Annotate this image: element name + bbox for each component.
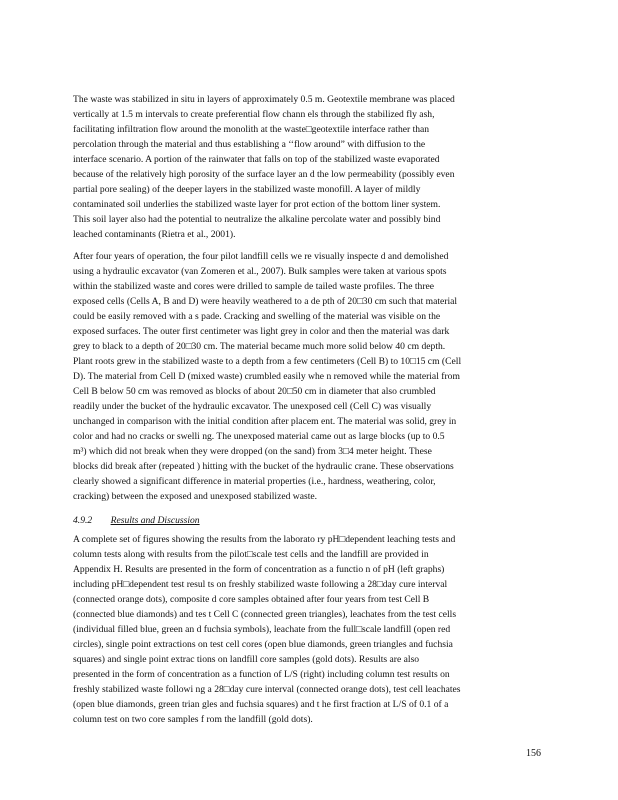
text-line: because of the relatively high porosity of the surface layer an d the low permeability (possibly even (73, 169, 455, 180)
text-line: Appendix H. Results are presented in the form of concentration as a functio n of pH (left graphs) (73, 564, 445, 575)
text-line: readily under the bucket of the hydraulic excavator. The unexposed cell (Cell C) was visually (73, 401, 432, 412)
text-line: unchanged in comparison with the initial condition after placem ent. The material was solid, grey in (73, 416, 457, 427)
text-line: exposed surfaces. The outer first centimeter was light grey in color and then the material was dark (73, 326, 450, 337)
text-line: cracking) between the exposed and unexposed stabilized waste. (73, 491, 318, 502)
text-line: vertically at 1.5 m intervals to create preferential flow chann els through the stabilized fly ash, (73, 109, 435, 120)
text-line: (connected orange dots), composite d core samples obtained after four years from test Cell B (73, 594, 430, 605)
text-line: facilitating infiltration flow around the monolith at the waste□geotextile interface rather than (73, 124, 430, 135)
text-line: exposed cells (Cells A, B and D) were heavily weathered to a de pth of 20□30 cm such that material (73, 296, 458, 307)
text-line: m³) which did not break when they were dropped (on the sand) from 3□4 meter height. These (73, 446, 432, 457)
text-line: color and had no cracks or swelli ng. The unexposed material came out as large blocks (up to 0.5 (73, 431, 445, 442)
text-line: grey to black to a depth of 20□30 cm. The material became much more solid below 40 cm depth. (73, 341, 446, 352)
text-line: could be easily removed with a s pade. Cracking and swelling of the material was visible on the (73, 311, 441, 322)
text-line: A complete set of figures showing the results from the laborato ry pH□dependent leaching tests and (73, 534, 456, 545)
text-line: blocks did break after (repeated ) hitting with the bucket of the hydraulic crane. These observations (73, 461, 454, 472)
text-line: Cell B below 50 cm was removed as blocks of about 20□50 cm in diameter that also crumbled (73, 386, 436, 397)
text-line: Plant roots grew in the stabilized waste to a depth from a few centimeters (Cell B) to 10□15 cm (Cell (73, 356, 462, 367)
text-line: partial pore sealing) of the deeper layers in the stabilized waste monofill. A layer of mildly (73, 184, 421, 195)
text-line: including pH□dependent test resul ts on freshly stabilized waste following a 28□day cure interval (73, 579, 448, 590)
text-line: (individual filled blue, green an d fuchsia symbols), leachate from the full□scale landfill (open red (73, 624, 451, 635)
text-line: The waste was stabilized in situ in layers of approximately 0.5 m. Geotextile membrane was placed (73, 94, 455, 105)
paragraph-results (73, 532, 545, 727)
text-line: squares) and single point extrac tions on landfill core samples (gold dots). Results are also (73, 654, 420, 665)
text-line: percolation through the material and thus establishing a ‘‘flow around” with diffusion to the (73, 139, 426, 150)
text-line: After four years of operation, the four pilot landfill cells we re visually inspecte d and demolished (73, 251, 449, 262)
paragraph-inspection (73, 249, 545, 504)
text-line: using a hydraulic excavator (van Zomeren et al., 2007). Bulk samples were taken at various spots (73, 266, 447, 277)
text-line: D). The material from Cell D (mixed waste) crumbled easily whe n removed while the material from (73, 371, 460, 382)
text-line: presented in the form of concentration as a function of L/S (right) including column test results on (73, 669, 450, 680)
paragraph-stabilization (73, 92, 545, 242)
text-line: clearly showed a significant difference in material properties (i.e., hardness, weathering, color, (73, 476, 436, 487)
section-title: Results and Discussion (110, 515, 200, 526)
text-line: (open blue diamonds, green trian gles and fuchsia squares) and t he first fraction at L/S of 0.1 of a (73, 699, 449, 710)
text-line: column tests along with results from the pilot□scale test cells and the landfill are provided in (73, 549, 429, 560)
section-heading (73, 515, 210, 526)
text-line: interface scenario. A portion of the rainwater that falls on top of the stabilized waste evaporated (73, 154, 440, 165)
text-line: circles), single point extractions on test cell cores (open blue diamonds, green triangles and fuchsia (73, 639, 453, 650)
text-line: contaminated soil underlies the stabilized waste layer for prot ection of the bottom liner system. (73, 199, 441, 210)
text-line: (connected blue diamonds) and tes t Cell C (connected green triangles), leachates from the test cells (73, 609, 457, 620)
text-line: leached contaminants (Rietra et al., 2001). (73, 229, 236, 240)
text-line: freshly stabilized waste followi ng a 28□day cure interval (connected orange dots), test cell leachates (73, 684, 461, 695)
text-line: within the stabilized waste and cores were drilled to sample de tailed waste profiles. The three (73, 281, 435, 292)
page-number: 156 (526, 748, 541, 759)
text-line: column test on two core samples f rom the landfill (gold dots). (73, 714, 313, 725)
text-line: This soil layer also had the potential to neutralize the alkaline percolate water and possibly bind (73, 214, 441, 225)
section-number: 4.9.2 (73, 515, 93, 526)
